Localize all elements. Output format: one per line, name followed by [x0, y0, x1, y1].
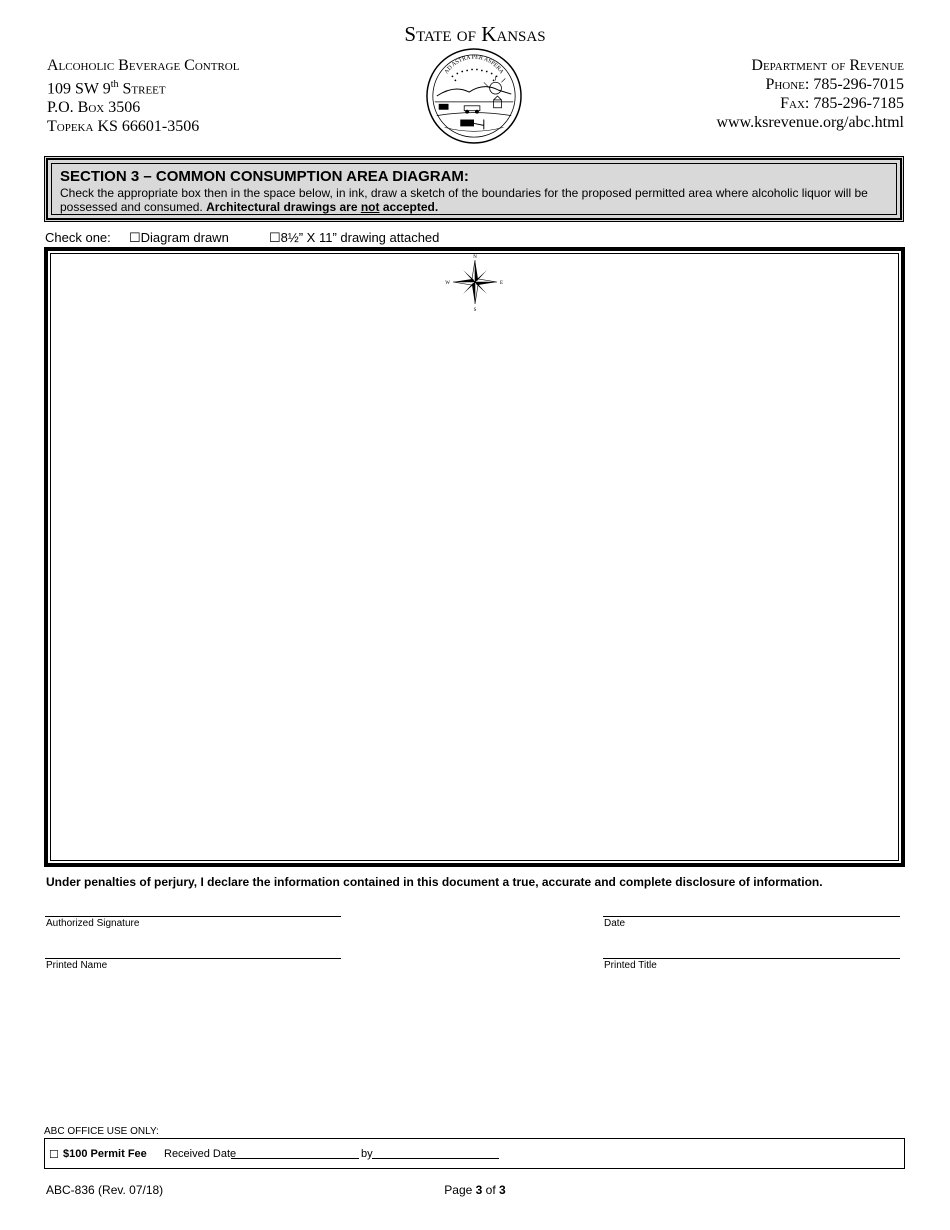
received-by-field[interactable]	[372, 1148, 499, 1159]
compass-rose-icon	[444, 253, 506, 313]
diagram-drawn-checkbox[interactable]: ☐Diagram drawn	[129, 230, 229, 245]
printed-title-label: Printed Title	[604, 960, 657, 971]
printed-name-field[interactable]	[45, 958, 341, 959]
compass-east-label: E	[500, 281, 504, 286]
section-3-header	[44, 156, 904, 222]
compass-south-label: S	[473, 308, 477, 313]
state-title: State of Kansas	[404, 22, 546, 46]
po-box: P.O. Box 3506	[47, 99, 141, 117]
date-field[interactable]	[603, 916, 900, 917]
office-use-box	[44, 1138, 905, 1169]
authorized-signature-field[interactable]	[45, 916, 341, 917]
section-title: SECTION 3 – COMMON CONSUMPTION AREA DIAGRAM:	[60, 168, 469, 185]
received-by-label: by	[361, 1148, 373, 1160]
office-use-label: ABC OFFICE USE ONLY:	[44, 1126, 159, 1137]
agency-address	[47, 56, 239, 136]
svg-text:AD ASTRA PER ASPERA: AD ASTRA PER ASPERA	[443, 54, 505, 76]
street-address: 109 SW 9th Street	[47, 79, 166, 98]
permit-fee-label: $100 Permit Fee	[63, 1148, 147, 1160]
compass-west-label: W	[445, 281, 450, 286]
received-date-field[interactable]	[231, 1148, 359, 1159]
check-one-label: Check one:	[45, 230, 111, 245]
received-date-label: Received Date	[164, 1148, 237, 1160]
phone-number: Phone: 785-296-7015	[765, 76, 904, 93]
section-instructions: Check the appropriate box then in the space below, in ink, draw a sketch of the boundaries for the proposed permitted area where alcoholic liquor will be possessed and consumed. Architectural drawings are not accepted.	[60, 186, 868, 214]
department-contact	[716, 56, 904, 132]
printed-title-field[interactable]	[603, 958, 900, 959]
fax-number: Fax: 785-296-7185	[780, 95, 904, 112]
authorized-signature-label: Authorized Signature	[46, 918, 140, 929]
page-number: Page 3 of 3	[444, 1183, 506, 1197]
permit-fee-checkbox[interactable]: ☐	[49, 1149, 59, 1161]
compass-north-label: N	[473, 255, 477, 260]
form-number: ABC-836 (Rev. 07/18)	[46, 1183, 164, 1197]
kansas-state-seal-icon	[425, 47, 523, 145]
website-url: www.ksrevenue.org/abc.html	[716, 114, 904, 131]
diagram-drawing-area[interactable]	[44, 247, 905, 867]
date-label: Date	[604, 918, 626, 929]
agency-name: Alcoholic Beverage Control	[47, 57, 240, 74]
city-state-zip: Topeka KS 66601-3506	[47, 118, 200, 136]
perjury-declaration: Under penalties of perjury, I declare the information contained in this document a true, accurate and complete disclosure of information.	[46, 875, 823, 889]
department-name: Department of Revenue	[751, 57, 904, 74]
drawing-attached-checkbox[interactable]: ☐8½” X 11” drawing attached	[269, 230, 440, 245]
printed-name-label: Printed Name	[46, 960, 108, 971]
